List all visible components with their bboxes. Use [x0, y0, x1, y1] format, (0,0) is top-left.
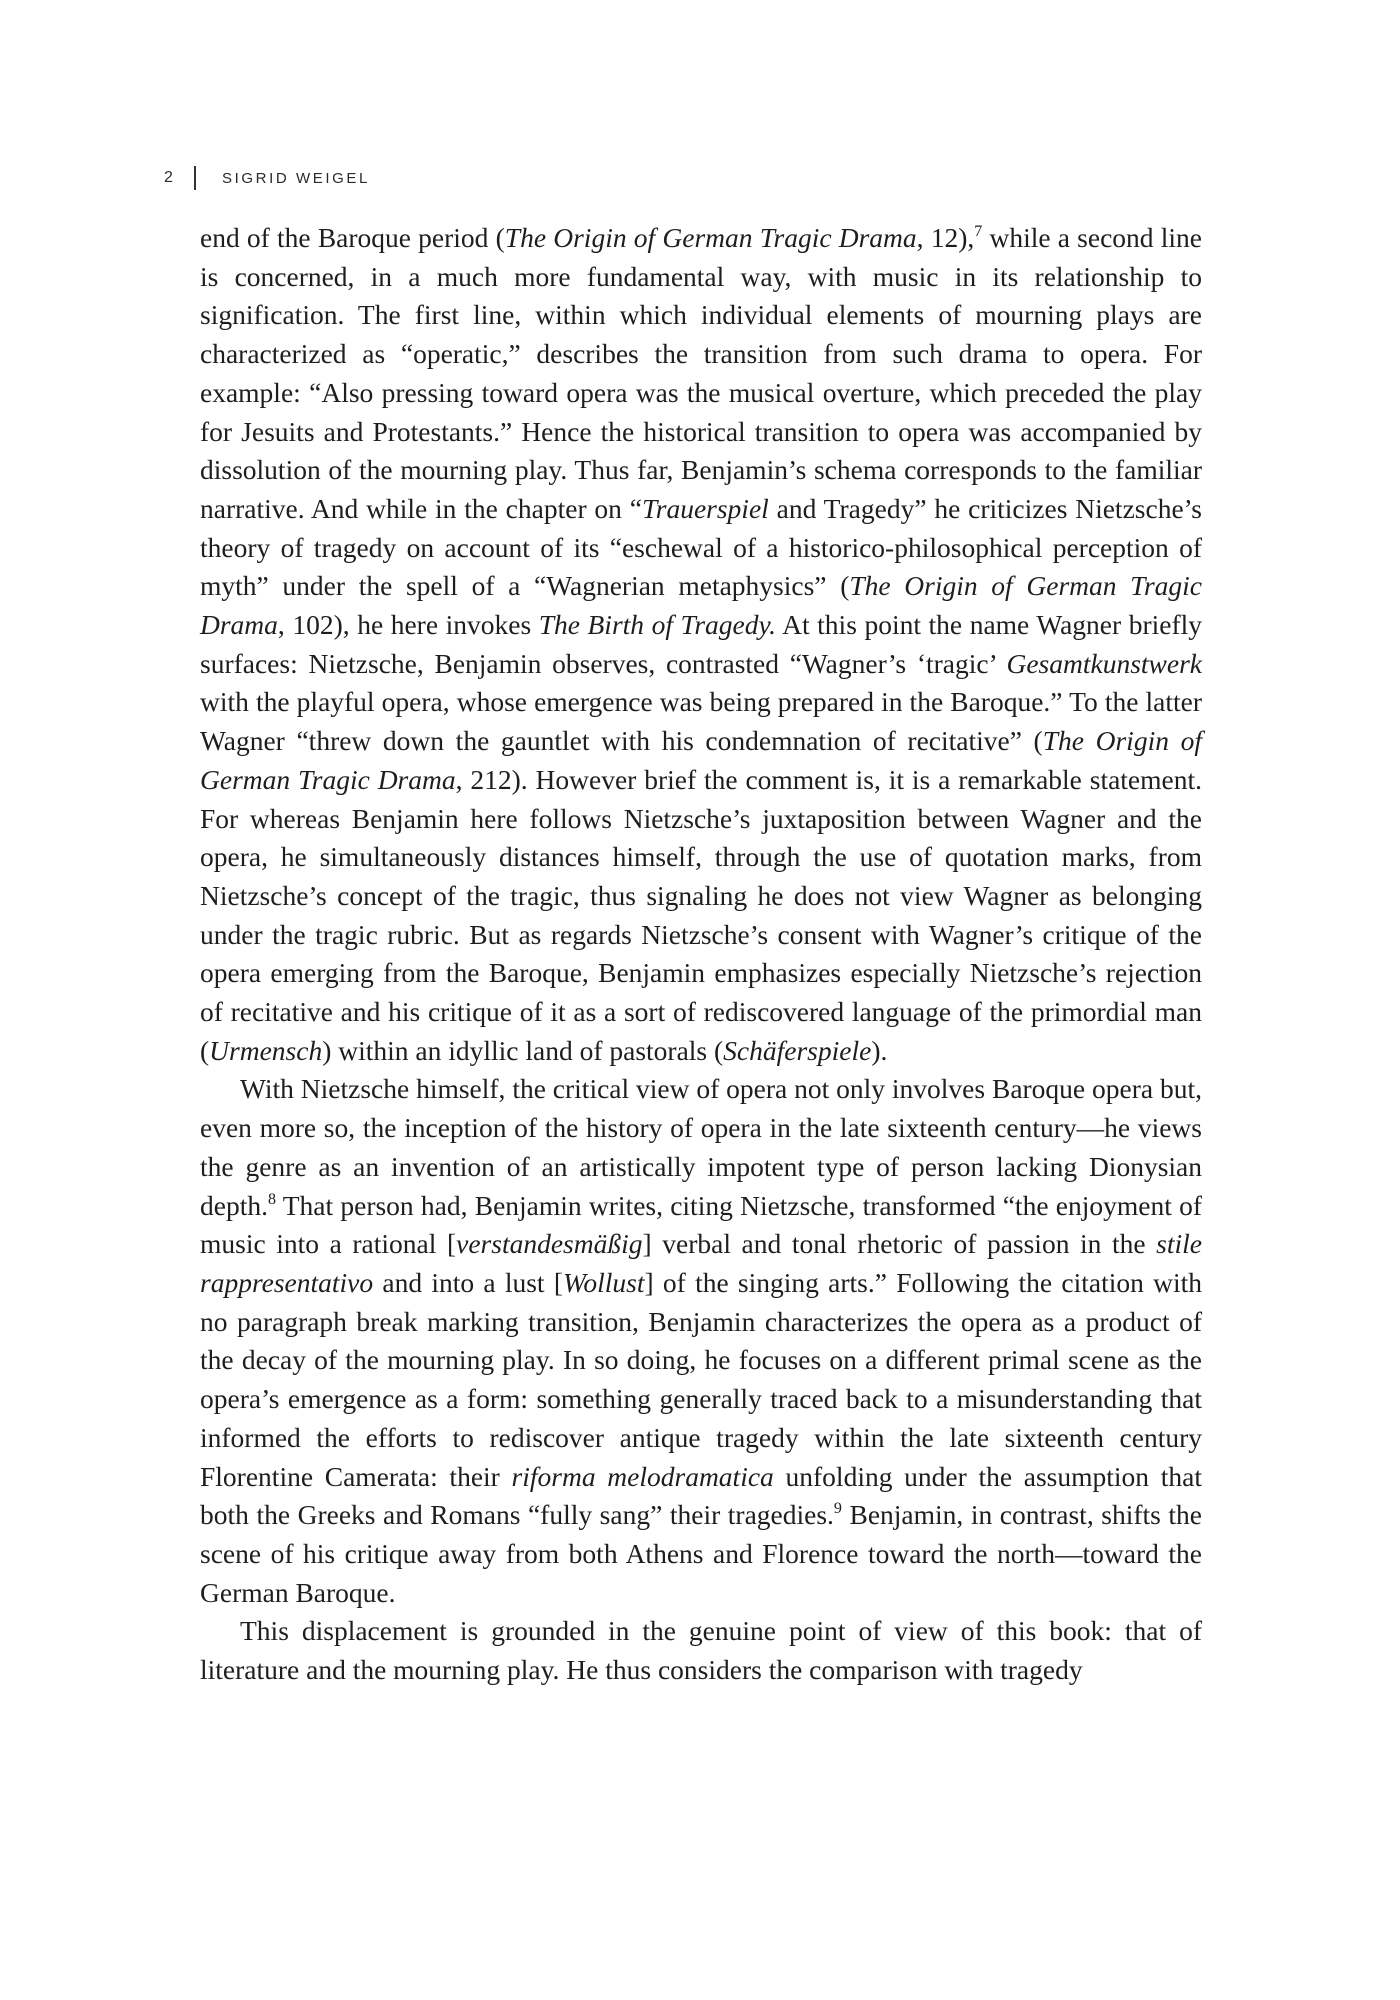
italic-text: The Birth of Tragedy. [538, 609, 777, 641]
footnote-ref: 8 [267, 1190, 276, 1208]
footnote-ref: 9 [833, 1500, 842, 1518]
header-divider [194, 166, 196, 190]
text-run: ] verbal and tonal rhetoric of passion in the [642, 1228, 1157, 1260]
running-head-author: SIGRID WEIGEL [222, 169, 370, 187]
italic-text: The Origin of German Tragic Drama [200, 570, 1203, 641]
text-run: , 102), he here invokes [277, 609, 539, 641]
text-run: ) within an idyllic land of pastorals ( [322, 1034, 724, 1066]
text-run: Benjamin, in contrast, shifts the scene of his critique away from both Athens and Florence toward the north—toward the German Baroque. [200, 1499, 1202, 1608]
text-run: ] of the singing arts.” Following the citation with no paragraph break marking transition, Benjamin characterizes the opera as a product of the decay of the mourning play. In so doing, he focuses on a different primal scene as the opera’s emergence as a form: something generally traced back to a misunderstanding that informed the efforts to rediscover antique tragedy within the late sixteenth century Florentine Camerata: their [200, 1266, 1202, 1492]
paragraph [200, 219, 1202, 1070]
italic-text: verstandesmäßig [456, 1228, 643, 1260]
footnote-ref: 7 [974, 223, 983, 240]
text-run: ). [871, 1034, 888, 1066]
text-run: and Tragedy” he criticizes Nietzsche’s theory of tragedy on account of its “eschewal of a historico-philosophical perception of myth” under the spell of a “Wagnerian metaphysics” ( [200, 492, 1202, 602]
italic-text: Urmensch [209, 1034, 323, 1066]
paragraph [200, 1612, 1202, 1689]
text-run: That person had, Benjamin writes, citing Nietzsche, transformed “the enjoyment of music into a rational [ [200, 1189, 1202, 1260]
text-run: This displacement is grounded in the genuine point of view of this book: that of literature and the mourning play. He thus considers the comparison with tragedy [200, 1615, 1202, 1686]
italic-text: The Origin of German Tragic Drama [504, 222, 917, 253]
text-run: With Nietzsche himself, the critical view of opera not only involves Baroque opera but, even more so, the inception of the history of opera in the late sixteenth century—he views the genre as an invention of an artistically impotent type of person lacking Dionysian depth. [200, 1073, 1202, 1221]
text-run: , 212). However brief the comment is, it is a remarkable statement. For whereas Benjamin here follows Nietzsche’s juxtaposition between Wagner and the opera, he simultaneously distances himself, through the use of quotation marks, from Nietzsche’s concept of the tragic, thus signaling he does not view Wagner as belonging under the tragic rubric. But as regards Nietzsche’s consent with Wagner’s critique of the opera emerging from the Baroque, Benjamin emphasizes especially Nietzsche’s rejection of recitative and his critique of it as a sort of rediscovered language of the primordial man ( [200, 763, 1202, 1066]
italic-text: Schäferspiele [723, 1034, 872, 1066]
italic-text: Wollust [562, 1266, 645, 1298]
text-run: end of the Baroque period ( [200, 222, 505, 253]
text-run: , 12), [916, 222, 975, 253]
italic-text: Trauerspiel [641, 492, 769, 524]
text-run: while a second line is concerned, in a much more fundamental way, with music in its relationship to signification. The first line, within which individual elements of mourning plays are characterized as “operatic,” describes the transition from such drama to opera. For example: “Also pressing toward opera was the musical overture, which preceded the play for Jesuits and Protestants.” Hence the historical transition to opera was accompanied by dissolution of the mourning play. Thus far, Benjamin’s schema corresponds to the familiar narrative. And while in the chapter on “ [200, 222, 1202, 524]
italic-text: riforma melodramatica [511, 1460, 774, 1492]
page-number: 2 [164, 169, 173, 186]
italic-text: The Origin of German Tragic Drama [200, 725, 1202, 795]
text-run: At this point the name Wagner briefly surfaces: Nietzsche, Benjamin observes, contrasted “Wagner’s ‘tragic’ [200, 609, 1203, 679]
text-run: with the playful opera, whose emergence was being prepared in the Baroque.” To the latter Wagner “threw down the gauntlet with his condemnation of recitative” ( [200, 686, 1202, 757]
running-head [164, 166, 370, 190]
body-text [200, 219, 1202, 1690]
text-run: and into a lust [ [373, 1266, 563, 1298]
italic-text: stile rappresentativo [200, 1228, 1203, 1298]
italic-text: Gesamtkunstwerk [1006, 647, 1202, 679]
paragraph [200, 1070, 1202, 1612]
text-run: unfolding under the assumption that both the Greeks and Romans “fully sang” their tragedies. [200, 1460, 1202, 1531]
